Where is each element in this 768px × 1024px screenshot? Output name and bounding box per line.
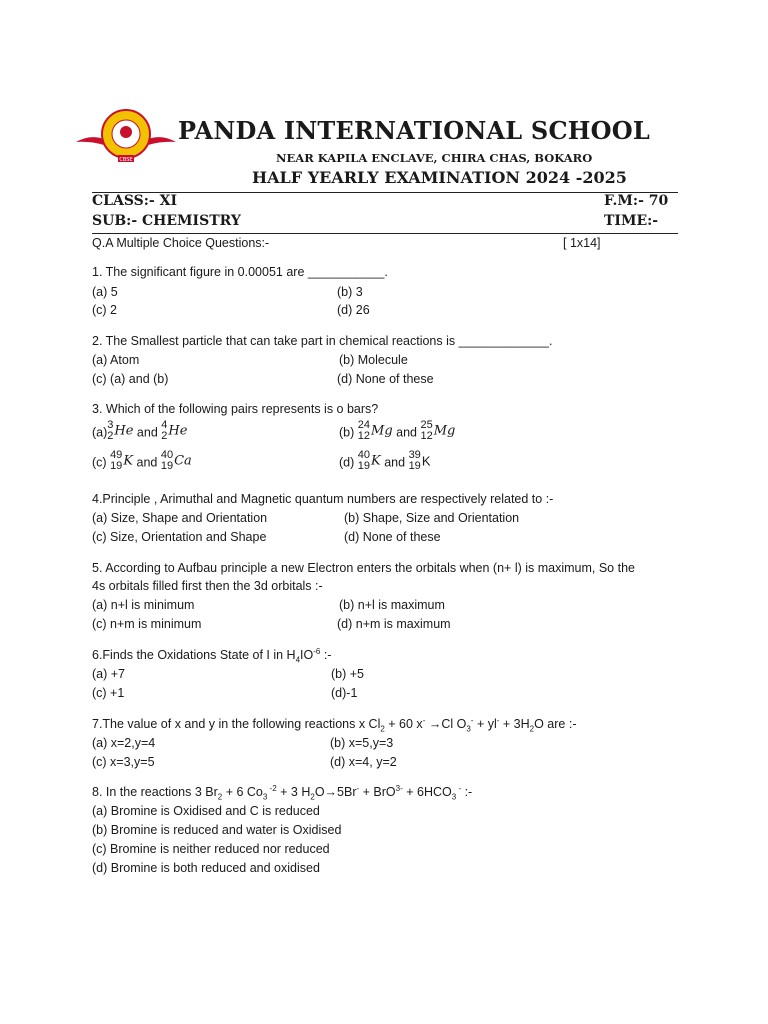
q6-option-d: (d)-1	[331, 686, 358, 700]
q3-c-and: and	[136, 455, 158, 470]
q5-option-c: (c) n+m is minimum	[92, 617, 202, 631]
q7-option-a: (a) x=2,y=4	[92, 736, 156, 750]
q1-option-c: (c) 2	[92, 303, 117, 317]
q2-option-b: (b) Molecule	[339, 353, 408, 367]
q3-b-isotope-1: 24 12 Mg	[357, 419, 393, 442]
q8-option-b: (b) Bromine is reduced and water is Oxidised	[92, 823, 342, 837]
section-title: Q.A Multiple Choice Questions:-	[92, 236, 270, 250]
q3-option-b	[339, 420, 455, 446]
q8-option-c: (c) Bromine is neither reduced nor reduced	[92, 842, 330, 856]
school-name: PANDA INTERNATIONAL SCHOOL	[178, 116, 650, 145]
q4-option-d: (d) None of these	[344, 530, 441, 544]
svg-text:CBSE: CBSE	[119, 157, 133, 163]
q3-a-prefix: (a)	[92, 425, 108, 440]
q3-c-prefix: (c)	[92, 455, 107, 470]
q5-text-line2: 4s orbitals filled first then the 3d orbitals :-	[92, 579, 323, 593]
q7-option-d: (d) x=4, y=2	[330, 755, 397, 769]
subject-label: SUB:- CHEMISTRY	[92, 213, 241, 229]
header-rule-bottom	[92, 233, 678, 234]
time-label: TIME:-	[604, 213, 659, 229]
q7-text: 7.The value of x and y in the following reactions x $Cl_2 + 60$ x- →Cl $O_3^- + yl^- + 3H_2O$ are :-	[92, 715, 577, 734]
q4-option-c: (c) Size, Orientation and Shape	[92, 530, 267, 544]
q1-text: 1. The significant figure in 0.00051 are ___________.	[92, 265, 388, 279]
q2-option-c: (c) (a) and (b)	[92, 372, 169, 386]
exam-title: HALF YEARLY EXAMINATION 2024 -2025	[252, 168, 627, 187]
q7-option-b: (b) x=5,y=3	[330, 736, 394, 750]
q4-option-a: (a) Size, Shape and Orientation	[92, 511, 268, 525]
q5-option-a: (a) n+l is minimum	[92, 598, 195, 612]
q3-option-d	[339, 450, 430, 476]
q4-text: 4.Principle , Arimuthal and Magnetic quantum numbers are respectively related to :-	[92, 492, 554, 506]
q5-option-b: (b) n+l is maximum	[339, 598, 445, 612]
q3-a-isotope-2: 4 2 He	[161, 419, 188, 442]
q3-b-prefix: (b)	[339, 425, 355, 440]
q6-text: 6.Finds the Oxidations State of I in $H_4IO^{-6}$ :-	[92, 646, 332, 665]
full-marks: F.M:- 70	[604, 193, 669, 209]
q3-d-and: and	[384, 455, 406, 470]
q1-option-d: (d) 26	[337, 303, 370, 317]
q3-text: 3. Which of the following pairs represents is o bars?	[92, 402, 379, 416]
q5-option-d: (d) n+m is maximum	[337, 617, 451, 631]
q5-text-line1: 5. According to Aufbau principle a new Electron enters the orbitals when (n+ l) is maximum, So the	[92, 561, 635, 575]
q3-c-isotope-2: 40 19 Ca	[160, 449, 192, 472]
q3-option-a	[92, 420, 187, 446]
q6-option-a: (a) +7	[92, 667, 126, 681]
q8-text: 8. In the reactions 3 $Br_2 + 6$ $Co_3$ $^{-2}$ + 3 $H_2O\to 5Br^- + BrO^{3-} + 6HCO_3$ - :-	[92, 783, 473, 802]
q3-option-c	[92, 450, 192, 476]
q8-option-a: (a) Bromine is Oxidised and C is reduced	[92, 804, 320, 818]
q3-a-and: and	[136, 425, 158, 440]
q6-option-c: (c) +1	[92, 686, 125, 700]
q3-d-isotope-2: 39 19 K	[408, 449, 431, 472]
q3-a-isotope-1: 3 2 He	[107, 419, 134, 442]
q4-option-b: (b) Shape, Size and Orientation	[344, 511, 520, 525]
q3-d-prefix: (d)	[339, 455, 355, 470]
q7-option-c: (c) x=3,y=5	[92, 755, 155, 769]
q8-option-d: (d) Bromine is both reduced and oxidised	[92, 861, 320, 875]
q3-b-isotope-2: 25 12 Mg	[420, 419, 456, 442]
section-marks: [ 1x14]	[563, 236, 601, 250]
q2-option-a: (a) Atom	[92, 353, 140, 367]
q3-c-isotope-1: 49 19 K	[110, 449, 134, 472]
class-label: CLASS:- XI	[92, 193, 178, 209]
q1-option-b: (b) 3	[337, 285, 363, 299]
q3-d-isotope-1: 40 19 K	[357, 449, 381, 472]
q2-option-d: (d) None of these	[337, 372, 434, 386]
school-address: NEAR KAPILA ENCLAVE, CHIRA CHAS, BOKARO	[276, 151, 593, 165]
q3-b-and: and	[396, 425, 417, 440]
q2-text: 2. The Smallest particle that can take part in chemical reactions is _____________.	[92, 334, 553, 348]
header-rule-top	[92, 192, 678, 193]
q1-option-a: (a) 5	[92, 285, 118, 299]
school-logo	[74, 108, 178, 164]
q6-option-b: (b) +5	[331, 667, 365, 681]
